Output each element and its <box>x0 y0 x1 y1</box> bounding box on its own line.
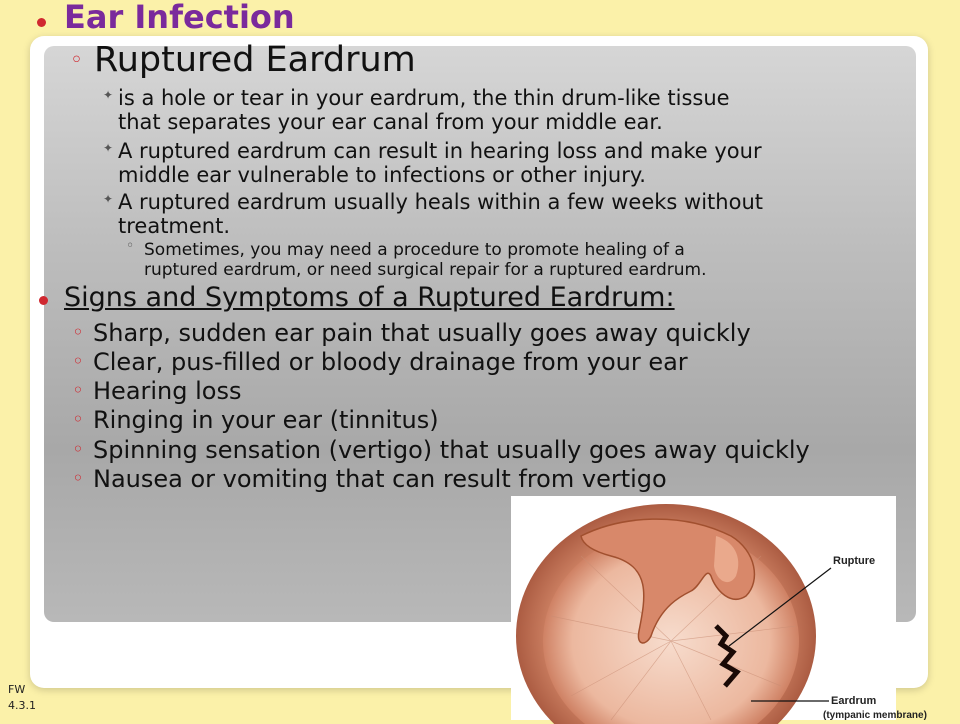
eardrum-label: Eardrum <box>831 695 877 707</box>
point-1-line-1: is a hole or tear in your eardrum, the thin drum-like tissue <box>118 86 730 110</box>
ring-bullet-icon: ◦ <box>72 320 84 344</box>
ring-bullet-icon: ◦ <box>72 466 84 490</box>
ring-bullet-icon: ◦ <box>70 48 83 73</box>
diamond-bullet-icon: ✦ <box>103 141 114 155</box>
point-3-line-2: treatment. <box>118 214 231 238</box>
diamond-bullet-icon: ✦ <box>103 192 114 206</box>
subpoint-line-1: Sometimes, you may need a procedure to promote healing of a <box>144 240 685 260</box>
symptoms-heading: Signs and Symptoms of a Ruptured Eardrum: <box>64 282 675 313</box>
ring-bullet-icon: ◦ <box>72 407 84 431</box>
point-1-line-2: that separates your ear canal from your middle ear. <box>118 110 663 134</box>
slide-title: Ear Infection <box>64 0 295 36</box>
symptom-item: Spinning sensation (vertigo) that usually goes away quickly <box>93 436 810 464</box>
slide-footer <box>8 682 36 714</box>
symptom-item: Clear, pus-filled or bloody drainage from your ear <box>93 348 688 376</box>
eardrum-drawing <box>511 496 927 721</box>
small-ring-bullet-icon: ◦ <box>126 238 135 254</box>
section-heading: Ruptured Eardrum <box>94 40 416 80</box>
footer-line-1: FW <box>8 683 26 696</box>
diamond-bullet-icon: ✦ <box>103 88 114 102</box>
title-bullet-icon <box>37 18 46 27</box>
symptoms-bullet-icon <box>39 296 48 305</box>
eardrum-sublabel: (tympanic membrane) <box>823 710 927 721</box>
footer-line-2: 4.3.1 <box>8 699 36 712</box>
rupture-label: Rupture <box>833 555 876 567</box>
symptom-item: Nausea or vomiting that can result from vertigo <box>93 465 667 493</box>
subpoint-line-2: ruptured eardrum, or need surgical repair for a ruptured eardrum. <box>144 260 707 280</box>
ring-bullet-icon: ◦ <box>72 349 84 373</box>
point-3-line-1: A ruptured eardrum usually heals within a few weeks without <box>118 190 763 214</box>
symptom-item: Ringing in your ear (tinnitus) <box>93 406 439 434</box>
eardrum-illustration <box>511 496 927 721</box>
ring-bullet-icon: ◦ <box>72 378 84 402</box>
ring-bullet-icon: ◦ <box>72 437 84 461</box>
point-2-line-2: middle ear vulnerable to infections or other injury. <box>118 163 646 187</box>
point-2-line-1: A ruptured eardrum can result in hearing loss and make your <box>118 139 762 163</box>
symptom-item: Hearing loss <box>93 377 242 405</box>
symptom-item: Sharp, sudden ear pain that usually goes away quickly <box>93 319 751 347</box>
